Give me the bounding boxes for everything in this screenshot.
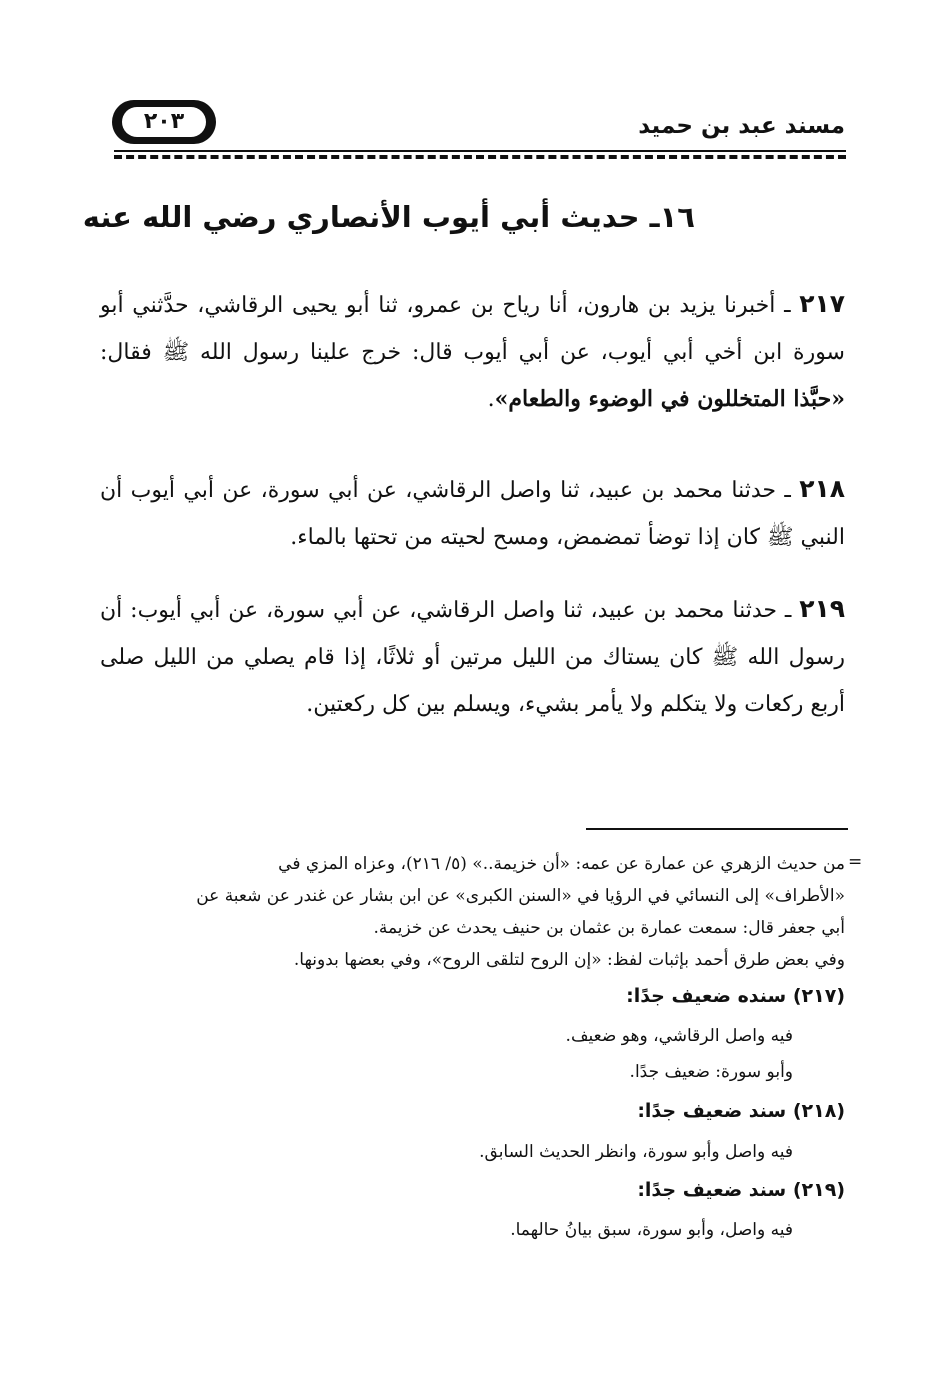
page-number: ٢٠٣ (122, 107, 206, 137)
footnote-line: فيه واصل، وأبو سورة، سبق بيانُ حالهما. (510, 1220, 793, 1240)
section-title: ١٦ـ حديث أبي أيوب الأنصاري رضي الله عنه (82, 200, 695, 234)
footnote-line: من حديث الزهري عن عمارة عن عمه: «أن خزيمة..» (٥/ ٢١٦)، وعزاه المزي في (278, 854, 845, 874)
footnote-line: «الأطراف» إلى النسائي في الرؤيا في «السنن الكبرى» عن ابن بشار عن غندر عن شعبة عن (196, 886, 845, 906)
header-dashed-rule (114, 155, 846, 159)
footnote-line: وفي بعض طرق أحمد بإثبات لفظ: «إن الروح لتلقى الروح»، وفي بعضها بدونها. (293, 950, 845, 970)
hadith-number: ٢١٨ (799, 474, 845, 503)
footnote-separator (586, 828, 848, 830)
hadith-number: ٢١٧ (799, 289, 845, 318)
footnote-line: أبي جعفر قال: سمعت عمارة بن عثمان بن حنيف يحدث عن خزيمة. (373, 918, 845, 938)
hadith-text: ـ حدثنا محمد بن عبيد، ثنا واصل الرقاشي، عن أبي سورة، عن أبي أيوب: أن رسول الله ﷺ كان يستاك من الليل مرتين أو ثلاثًا، إذا قام يصلي من الليل صلى أربع ركعات ولا يتكلم ولا يأمر بشيء، ويسلم بين كل ركعتين. (100, 598, 845, 717)
footnote-heading-219: (٢١٩) سند ضعيف جدًا: (637, 1179, 845, 1201)
footnote-line: فيه واصل الرقاشي، وهو ضعيف. (565, 1026, 793, 1046)
hadith-text-end: . (487, 387, 495, 412)
hadith-text: ـ حدثنا محمد بن عبيد، ثنا واصل الرقاشي، عن أبي سورة، عن أبي أيوب أن النبي ﷺ كان إذا توضأ تمضمض، ومسح لحيته من تحتها بالماء. (100, 478, 845, 550)
hadith-218 (100, 465, 845, 561)
hadith-number: ٢١٩ (799, 594, 845, 623)
hadith-219 (100, 585, 845, 728)
footnote-line: فيه واصل وأبو سورة، وانظر الحديث السابق. (479, 1142, 793, 1162)
page-number-badge (112, 100, 216, 144)
hadith-217 (100, 280, 845, 423)
running-title: مسند عبد بن حميد (638, 113, 845, 139)
footnote-heading-218: (٢١٨) سند ضعيف جدًا: (637, 1100, 845, 1122)
footnote-line: وأبو سورة: ضعيف جدًا. (629, 1062, 793, 1082)
hadith-text: ـ أخبرنا يزيد بن هارون، أنا رياح بن عمرو، ثنا أبو يحيى الرقاشي، حدَّثني أبو سورة ابن أخي أبي أيوب، عن أبي أيوب قال: خرج علينا رسول الله ﷺ فقال: (100, 293, 845, 365)
footnote-heading-217: (٢١٧) سنده ضعيف جدًا: (626, 985, 845, 1007)
header-rule (114, 150, 846, 152)
hadith-quote: «حبَّذا المتخللون في الوضوء والطعام» (494, 386, 845, 412)
footnote-continuation-mark: = (848, 852, 863, 872)
